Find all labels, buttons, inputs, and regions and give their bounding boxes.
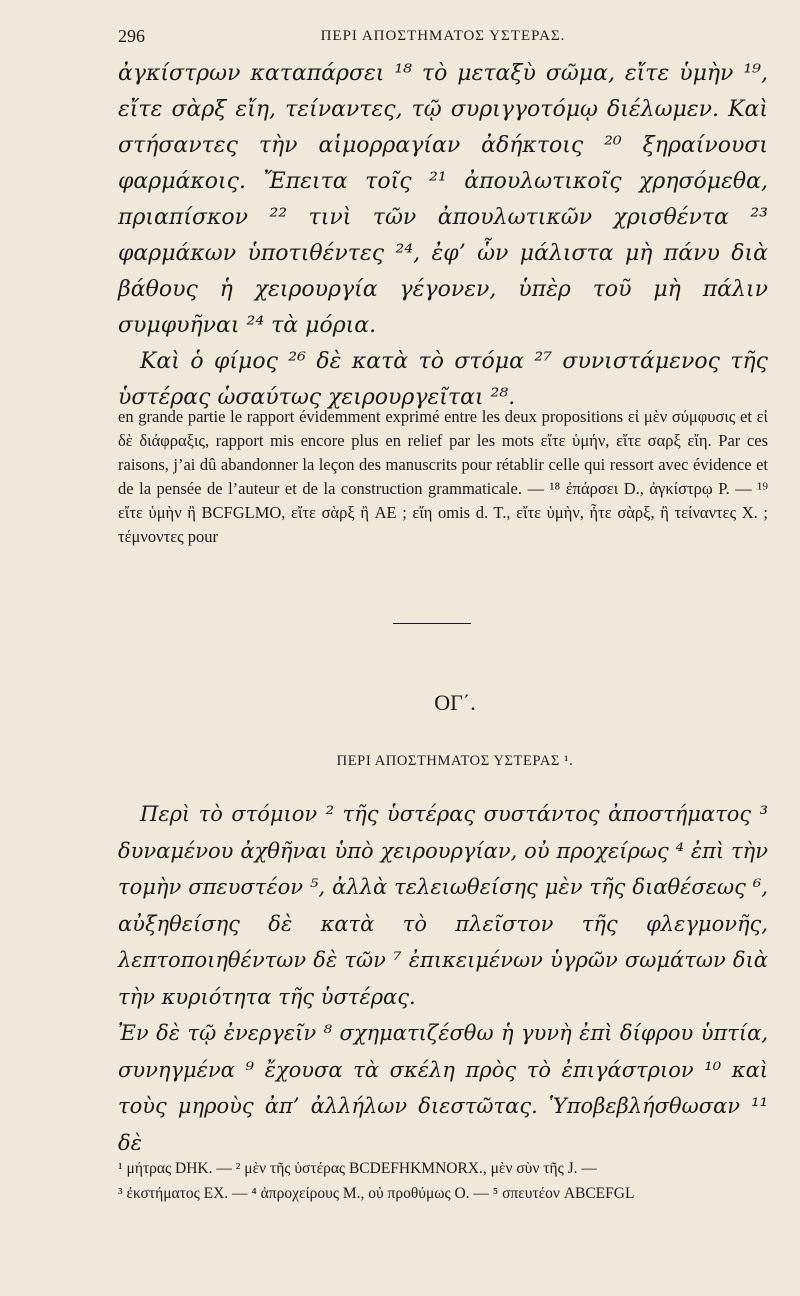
greek-paragraph: Καὶ ὁ φίμος ²⁶ δὲ κατὰ τὸ στόμα ²⁷ συνιστάμενος τῆς ὑστέρας ὡσαύτως χειρουργεῖται ²⁸. <box>118 349 768 410</box>
greek-paragraph: ἀγκίστρων καταπάρσει ¹⁸ τὸ μεταξὺ σῶμα, εἴτε ὑμὴν ¹⁹, εἴτε σὰρξ εἴη, τείναντες, τῷ συριγγοτόμῳ διέλωμεν. Καὶ στήσαντες τὴν αἱμορραγίαν ἀδήκτοις ²⁰ ξηραίνουσι φαρμάκοις. Ἔπειτα τοῖς ²¹ ἀπουλωτικοῖς χρησόμεθα, πριαπίσκον ²² τινὶ τῶν ἀπουλωτικῶν χρισθέντα ²³ φαρμάκων ὑποτιθέντες ²⁴, ἐφ’ ὧν μάλιστα μὴ πάνυ διὰ βάθους ἡ χειρουργία γέγονεν, ὑπὲρ τοῦ μὴ πάλιν συμφυῆναι ²⁴ τὰ μόρια. <box>118 61 768 338</box>
page-header <box>118 22 768 52</box>
greek-text-chapter <box>118 796 768 1161</box>
french-commentary <box>118 405 768 549</box>
greek-paragraph: Ἐν δὲ τῷ ἐνεργεῖν ⁸ σχηματιζέσθω ἡ γυνὴ ἐπὶ δίφρου ὑπτία, συνηγμένα ⁹ ἔχουσα τὰ σκέλη πρὸς τὸ ἐπιγάστριον ¹⁰ καὶ τοὺς μηροὺς ἀπ’ ἀλλήλων διεστῶτας. Ὑποβεβλήσθωσαν ¹¹ δὲ <box>118 1021 768 1155</box>
page-number: 296 <box>118 26 145 46</box>
footnote-line: ³ ἐκστήματος EX. — ⁴ ἀπροχείρους M., οὐ προθύμως O. — ⁵ σπευτέον ABCEFGL <box>118 1185 635 1202</box>
greek-text-top <box>118 56 768 416</box>
footnote-line: ¹ μήτρας DHK. — ² μὲν τῆς ὑστέρας BCDEFHKMNORX., μὲν σὺν τῆς J. — <box>118 1160 597 1177</box>
chapter-title: ΠΕΡΙ ΑΠΟΣΤΗΜΑΤΟΣ ΥΣΤΕΡΑΣ ¹. <box>336 753 574 769</box>
commentary-paragraph: en grande partie le rapport évidemment exprimé entre les deux propositions εἰ μὲν σύμφυσις et εἰ δὲ διάφραξις, rapport mis encore plus en relief par les mots εἴτε ὑμήν, εἴτε σαρξ εἴη. Par ces raisons, j’ai dû abandonner la leçon des manuscrits pour rétablir celle qui ressort avec évidence et de la pensée de l’auteur et de la construction grammaticale. — ¹⁸ ἐπάρσει D., ἀγκίστρῳ P. — ¹⁹ εἴτε ὑμὴν ἢ BCFGLMO, εἴτε σὰρξ ἢ AE ; εἴη omis d. T., εἴτε ὑμὴν, ἦτε σὰρξ, ἢ τείναντες X. ; τέμνοντες pour <box>118 407 768 546</box>
running-title: ΠΕΡΙ ΑΠΟΣΤΗΜΑΤΟΣ ΥΣΤΕΡΑΣ. <box>320 28 566 44</box>
chapter-number: ΟΓ΄. <box>434 690 476 715</box>
greek-paragraph: Περὶ τὸ στόμιον ² τῆς ὑστέρας συστάντος ἀποστήματος ³ δυναμένου ἀχθῆναι ὑπὸ χειρουργίαν, οὐ προχείρως ⁴ ἐπὶ τὴν τομὴν σπευστέον ⁵, ἀλλὰ τελειωθείσης μὲν τῆς διαθέσεως ⁶, αὐξηθείσης δὲ κατὰ τὸ πλεῖστον τῆς φλεγμονῆς, λεπτοποιηθέντων δὲ τῶν ⁷ ἐπικειμένων ὑγρῶν σωμάτων διὰ τὴν κυριότητα τῆς ὑστέρας. <box>118 802 768 1009</box>
section-divider <box>393 623 471 624</box>
footnotes <box>118 1156 768 1206</box>
